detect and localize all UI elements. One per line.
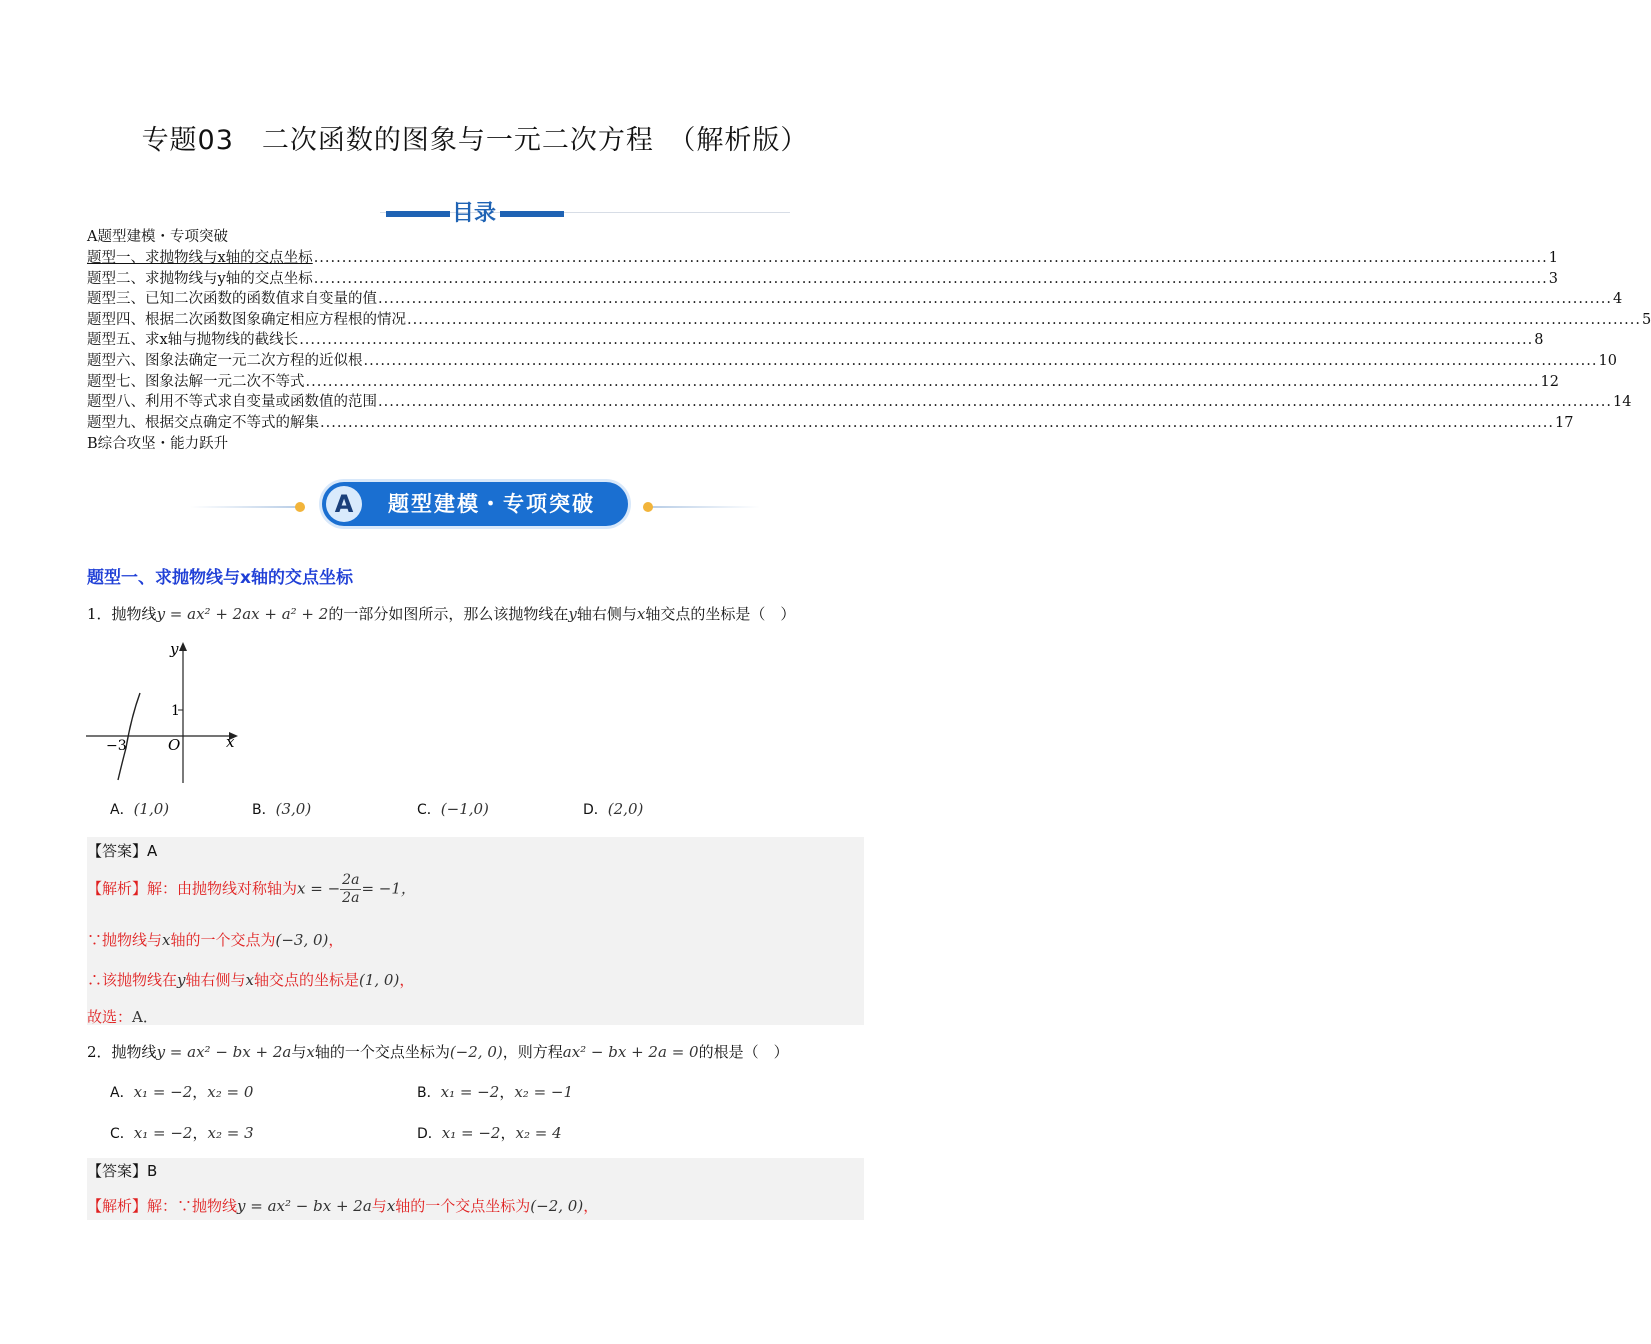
toc-entry[interactable]: 题型三、已知二次函数的函数值求自变量的值 ............................................................................................................................................................................................................................ 4 xyxy=(87,291,1623,308)
toc-bar-right xyxy=(500,211,564,217)
toc-entry[interactable]: 题型六、图象法确定一元二次方程的近似根 ............................................................................................................................................................................................................................ 10 xyxy=(87,353,1617,369)
toc-heading: 目录 xyxy=(452,201,497,226)
analysis-2-line-1: 【解析】解：∵抛物线y = ax² − bx + 2a与x轴的一个交点坐标为(−2, 0)， xyxy=(87,1197,599,1215)
banner-deco-left xyxy=(190,506,300,508)
answer-2: 【答案】B xyxy=(87,1162,158,1180)
q1-option[interactable]: A．(1,0) xyxy=(110,800,170,818)
q1-option[interactable]: C．(−1,0) xyxy=(417,800,489,818)
section-heading: 题型一、求抛物线与x轴的交点坐标 xyxy=(87,568,353,588)
banner-letter: A xyxy=(326,486,362,522)
toc-part-b[interactable]: B综合攻坚・能力跃升 xyxy=(87,436,229,452)
q1-option[interactable]: B．(3,0) xyxy=(252,800,312,818)
question-1: 1．抛物线y = ax² + 2ax + a² + 2的一部分如图所示，那么该抛物线在y轴右侧与x轴交点的坐标是（ ） xyxy=(87,605,796,623)
toc-page-number: 5 xyxy=(1642,311,1651,328)
question-2: 2．抛物线y = ax² − bx + 2a与x轴的一个交点坐标为(−2, 0)，则方程ax² − bx + 2a = 0的根是（ ） xyxy=(87,1043,789,1061)
toc-entry[interactable]: 题型七、图象法解一元二次不等式 ............................................................................................................................................................................................................................ 12 xyxy=(87,373,1559,390)
banner-text: 题型建模・专项突破 xyxy=(388,492,595,516)
tick-x-neg3: −3 xyxy=(106,738,127,754)
toc-page-number: 12 xyxy=(1540,373,1559,390)
q2-option[interactable]: B．x₁ = −2，x₂ = −1 xyxy=(417,1083,574,1101)
toc-page-number: 1 xyxy=(1548,250,1558,266)
toc-entry[interactable]: 题型四、根据二次函数图象确定相应方程根的情况 ............................................................................................................................................................................................................................ 5 xyxy=(87,311,1651,328)
toc-part-a[interactable]: A题型建模・专项突破 xyxy=(87,229,228,245)
q2-option[interactable]: D．x₁ = −2，x₂ = 4 xyxy=(417,1124,562,1142)
toc-page-number: 14 xyxy=(1613,394,1632,411)
toc-page-number: 17 xyxy=(1555,414,1574,431)
banner-deco-right xyxy=(650,506,760,508)
toc-entry[interactable]: 题型一、求抛物线与x轴的交点坐标 ............................................................................................................................................................................................................................ 1 xyxy=(87,250,1558,266)
analysis-1-line-1: 【解析】解：由抛物线对称轴为x = − $\frac{2a}{2a}$ = −1， xyxy=(87,872,416,906)
toc-entry[interactable]: 题型九、根据交点确定不等式的解集 ............................................................................................................................................................................................................................ 17 xyxy=(87,414,1574,431)
toc-bar-left xyxy=(386,211,450,217)
answer-1: 【答案】A xyxy=(87,842,158,860)
page-title: 专题03 二次函数的图象与一元二次方程 （解析版） xyxy=(141,125,809,156)
toc-page-number: 8 xyxy=(1534,332,1544,349)
toc-entry[interactable]: 题型二、求抛物线与y轴的交点坐标 ............................................................................................................................................................................................................................ 3 xyxy=(87,270,1558,287)
section-banner xyxy=(322,482,628,526)
q1-option[interactable]: D．(2,0) xyxy=(583,800,644,818)
toc-page-number: 10 xyxy=(1598,353,1617,369)
parabola-graph xyxy=(86,638,246,788)
toc-page-number: 4 xyxy=(1613,291,1623,308)
banner-dot-right xyxy=(643,502,653,512)
q2-option[interactable]: A．x₁ = −2，x₂ = 0 xyxy=(110,1083,254,1101)
tick-y-1: 1 xyxy=(171,703,180,719)
toc-page-number: 3 xyxy=(1548,270,1558,287)
axis-x-label: x xyxy=(226,733,235,751)
axis-y-label: y xyxy=(170,640,179,658)
analysis-1-line-3: ∴该抛物线在y轴右侧与x轴交点的坐标是(1, 0)， xyxy=(87,971,415,989)
q2-option[interactable]: C．x₁ = −2，x₂ = 3 xyxy=(110,1124,254,1142)
analysis-1-line-4: 故选：A． xyxy=(87,1008,158,1026)
banner-dot-left xyxy=(295,502,305,512)
toc-entry[interactable]: 题型五、求x轴与抛物线的截线长 ............................................................................................................................................................................................................................ 8 xyxy=(87,332,1544,349)
analysis-1-line-2: ∵抛物线与x轴的一个交点为(−3, 0)， xyxy=(87,931,344,949)
toc-entry[interactable]: 题型八、利用不等式求自变量或函数值的范围 ............................................................................................................................................................................................................................ 14 xyxy=(87,394,1632,411)
origin-label: O xyxy=(168,736,181,754)
